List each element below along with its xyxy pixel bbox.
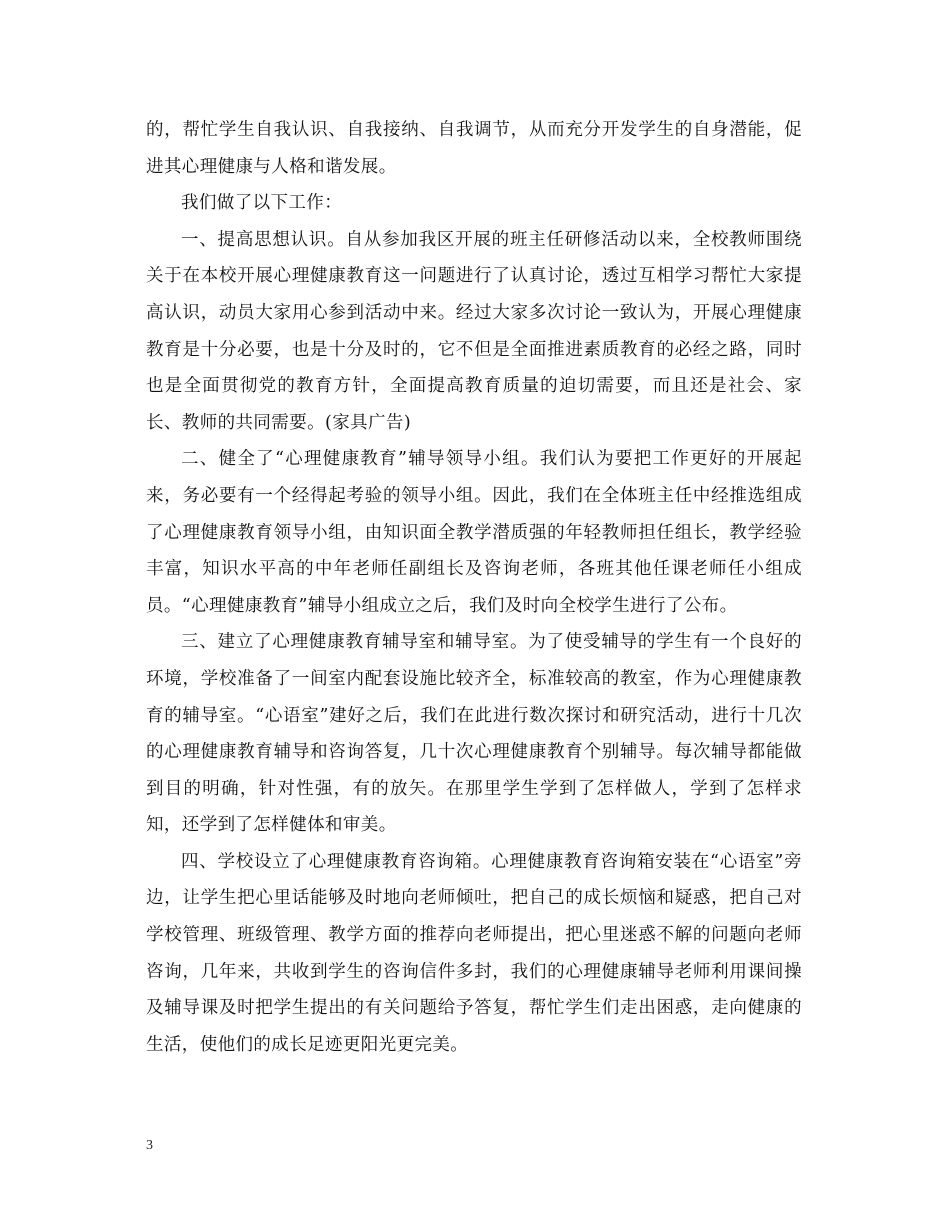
page-number: 3 <box>146 1138 153 1153</box>
paragraph-intro: 我们做了以下工作： <box>181 193 343 214</box>
paragraph-item-2: 二、健全了“心理健康教育”辅导领导小组。我们认为要把工作更好的开展起来，务必要有一个经得起考验的领导小组。因此，我们在全体班主任中经推选组成了心理健康教育领导小组，由知识面全教学潜质强的年轻教师担任组长，教学经验丰富，知识水平高的中年老师任副组长及咨询老师，各班其他任课老师任小组成员。“心理健康教育”辅导小组成立之后，我们及时向全校学生进行了公布。 <box>146 449 802 616</box>
paragraph-item-4: 四、学校设立了心理健康教育咨询箱。心理健康教育咨询箱安装在“心语室”旁边，让学生把心里话能够及时地向老师倾吐，把自己的成长烦恼和疑惑，把自己对学校管理、班级管理、教学方面的推荐向老师提出，把心里迷惑不解的问题向老师咨询，几年来，共收到学生的咨询信件多封，我们的心理健康辅导老师利用课间操及辅导课及时把学生提出的有关问题给予答复，帮忙学生们走出困惑，走向健康的生活，使他们的成长足迹更阳光更完美。 <box>146 851 802 1055</box>
paragraph-item-3: 三、建立了心理健康教育辅导室和辅导室。为了使受辅导的学生有一个良好的环境，学校准备了一间室内配套设施比较齐全，标准较高的教室，作为心理健康教育的辅导室。“心语室”建好之后，我们在此进行数次探讨和研究活动，进行十几次的心理健康教育辅导和咨询答复，几十次心理健康教育个别辅导。每次辅导都能做到目的明确，针对性强，有的放矢。在那里学生学到了怎样做人，学到了怎样求知，还学到了怎样健体和审美。 <box>146 632 802 836</box>
paragraph-item-1: 一、提高思想认识。自从参加我区开展的班主任研修活动以来，全校教师围绕关于在本校开展心理健康教育这一问题进行了认真讨论，透过互相学习帮忙大家提高认识，动员大家用心参到活动中来。经过大家多次讨论一致认为，开展心理健康教育是十分必要，也是十分及时的，它不但是全面推进素质教育的必经之路，同时也是全面贯彻党的教育方针，全面提高教育质量的迫切需要，而且还是社会、家长、教师的共同需要。(家具广告) <box>146 229 802 433</box>
document-body <box>146 112 802 1063</box>
paragraph-continuation: 的，帮忙学生自我认识、自我接纳、自我调节，从而充分开发学生的自身潜能，促进其心理健康与人格和谐发展。 <box>146 120 802 177</box>
